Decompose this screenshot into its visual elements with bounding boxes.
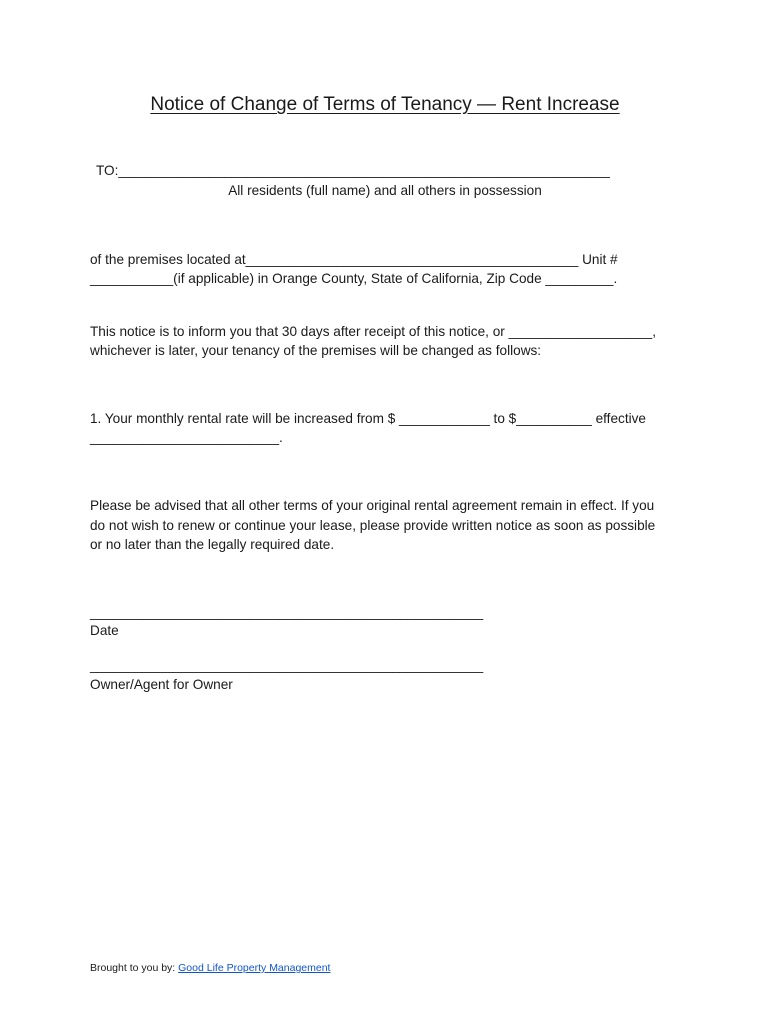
footer-prefix: Brought to you by: <box>90 962 179 974</box>
notice-line-2: whichever is later, your tenancy of the premises will be changed as follows: <box>90 343 542 358</box>
to-line: TO:_________________________________________________________________ <box>96 163 610 178</box>
footer <box>90 962 330 974</box>
owner-signature-line: ____________________________________________________ <box>90 658 484 673</box>
date-signature-line: ____________________________________________________ <box>90 605 484 620</box>
item1-line-2: _________________________. <box>90 430 283 445</box>
advised-line-1: Please be advised that all other terms of your original rental agreement remain in effect. If you <box>90 498 655 513</box>
premises-line-2: ___________(if applicable) in Orange County, State of California, Zip Code _________. <box>90 271 618 286</box>
notice-line-1: This notice is to inform you that 30 days after receipt of this notice, or ___________________, <box>90 324 657 339</box>
advised-line-3: or no later than the legally required date. <box>90 537 335 552</box>
item1-line-1: 1. Your monthly rental rate will be increased from $ ____________ to $__________ effective <box>90 411 646 426</box>
premises-line-1: of the premises located at____________________________________________ Unit # <box>90 252 618 267</box>
document-title: Notice of Change of Terms of Tenancy — Rent Increase <box>150 94 620 115</box>
to-note: All residents (full name) and all others in possession <box>228 183 542 198</box>
footer-link[interactable]: Good Life Property Management <box>178 962 331 974</box>
date-label: Date <box>90 623 119 638</box>
owner-label: Owner/Agent for Owner <box>90 677 233 692</box>
advised-line-2: do not wish to renew or continue your lease, please provide written notice as soon as possible <box>90 518 656 533</box>
